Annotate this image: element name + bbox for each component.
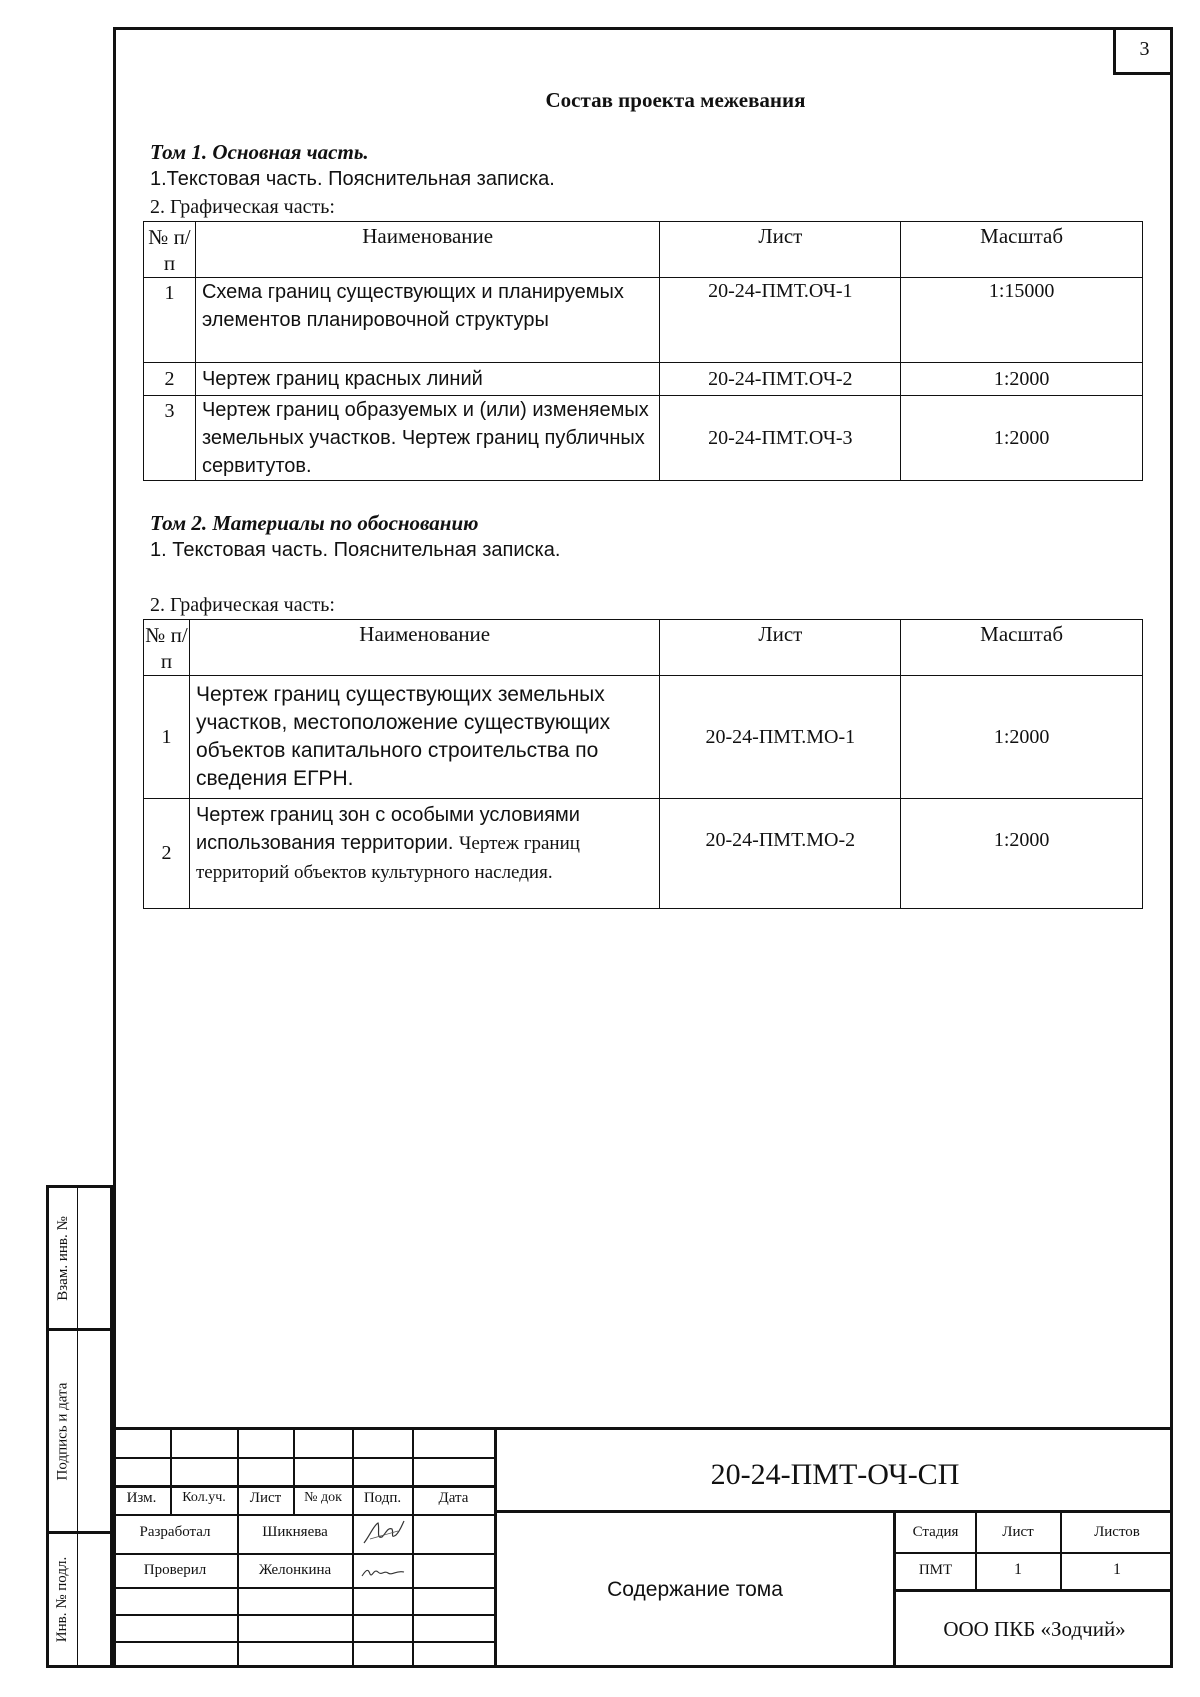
col-list: Лист — [249, 1490, 282, 1506]
strip-swap-inv — [46, 1185, 113, 1331]
strip-sign-date-label: Подпись и дата — [54, 1382, 71, 1480]
volume2-table — [143, 619, 1143, 909]
volume1-table — [143, 221, 1143, 481]
row-scale: 1:2000 — [901, 676, 1143, 799]
row-num: 3 — [144, 396, 196, 481]
header-name: Наименование — [195, 222, 660, 278]
row-name: Чертеж границ существующих земельных участков, местоположение существующих объектов капитального строительства по сведения ЕГРН. — [189, 676, 660, 799]
content-title: Содержание тома — [607, 1578, 783, 1601]
checked-label: Проверил — [143, 1562, 207, 1578]
header-scale: Масштаб — [901, 222, 1143, 278]
volume2-graphic-part: 2. Графическая часть: — [150, 594, 335, 616]
volume2-title: Том 2. Материалы по обоснованию — [150, 511, 479, 535]
header-name: Наименование — [189, 620, 660, 676]
table-row — [144, 396, 1143, 481]
sheet-label: Лист — [1002, 1524, 1034, 1540]
organization: ООО ПКБ «Зодчий» — [943, 1617, 1126, 1641]
header-num: № п/п — [144, 222, 196, 278]
row-scale: 1:2000 — [901, 799, 1143, 909]
header-scale: Масштаб — [901, 620, 1143, 676]
row-scale: 1:2000 — [901, 363, 1143, 396]
stage-label: Стадия — [912, 1524, 959, 1540]
header-sheet: Лист — [660, 222, 901, 278]
volume2-text-part: 1. Текстовая часть. Пояснительная записка. — [150, 539, 561, 561]
row-name: Чертеж границ красных линий — [195, 363, 660, 396]
row-scale: 1:2000 — [901, 396, 1143, 481]
page-number: 3 — [1113, 27, 1173, 75]
row-num: 2 — [144, 799, 190, 909]
table-row — [144, 676, 1143, 799]
volume1-graphic-part: 2. Графическая часть: — [150, 196, 335, 218]
row-sheet: 20-24-ПМТ.МО-2 — [660, 799, 901, 909]
table-row — [144, 363, 1143, 396]
row-num: 1 — [144, 278, 196, 363]
col-date: Дата — [438, 1490, 469, 1506]
signature-checker — [360, 1560, 406, 1582]
col-doc: № док — [304, 1490, 342, 1505]
strip-inv-orig — [46, 1531, 113, 1668]
sheet-value: 1 — [1014, 1561, 1022, 1578]
col-izm: Изм. — [126, 1490, 157, 1506]
developed-label: Разработал — [139, 1524, 211, 1540]
sheets-label: Листов — [1094, 1524, 1140, 1540]
col-podp: Подп. — [363, 1490, 402, 1506]
table-header-row — [144, 222, 1143, 278]
strip-inv-orig-label: Инв. № подл. — [54, 1556, 71, 1643]
developed-name: Шикняева — [262, 1524, 328, 1540]
header-sheet: Лист — [660, 620, 901, 676]
row-num: 2 — [144, 363, 196, 396]
row-name: Схема границ существующих и планируемых элементов планировочной структуры — [195, 278, 660, 363]
row-sheet: 20-24-ПМТ.МО-1 — [660, 676, 901, 799]
col-kol: Кол.уч. — [182, 1490, 226, 1505]
row-name — [189, 799, 660, 909]
row-scale: 1:15000 — [901, 278, 1143, 363]
document-code: 20-24-ПМТ-ОЧ-СП — [710, 1458, 960, 1491]
row-sheet: 20-24-ПМТ.ОЧ-1 — [660, 278, 901, 363]
sheets-value: 1 — [1113, 1561, 1121, 1578]
row-name-part2: Чертеж границ территорий объектов культурного наследия. — [195, 833, 580, 883]
checked-name: Желонкина — [258, 1562, 332, 1578]
signature-developer — [360, 1517, 406, 1549]
strip-swap-inv-label: Взам. инв. № — [54, 1215, 71, 1301]
table-row — [144, 278, 1143, 363]
table-row — [144, 799, 1143, 909]
document-title: Состав проекта межевания — [545, 88, 806, 112]
row-sheet: 20-24-ПМТ.ОЧ-3 — [660, 396, 901, 481]
strip-sign-date — [46, 1328, 113, 1534]
row-name-part1: Чертеж границ зон с особыми условиями использования территории. — [195, 804, 580, 854]
row-name: Чертеж границ образуемых и (или) изменяемых земельных участков. Чертеж границ публичных сервитутов. — [195, 396, 660, 481]
header-num: № п/п — [144, 620, 190, 676]
volume1-title: Том 1. Основная часть. — [150, 140, 369, 164]
stage-value: ПМТ — [918, 1562, 953, 1578]
row-num: 1 — [144, 676, 190, 799]
row-sheet: 20-24-ПМТ.ОЧ-2 — [660, 363, 901, 396]
volume1-text-part: 1.Текстовая часть. Пояснительная записка. — [150, 168, 555, 190]
table-header-row — [144, 620, 1143, 676]
